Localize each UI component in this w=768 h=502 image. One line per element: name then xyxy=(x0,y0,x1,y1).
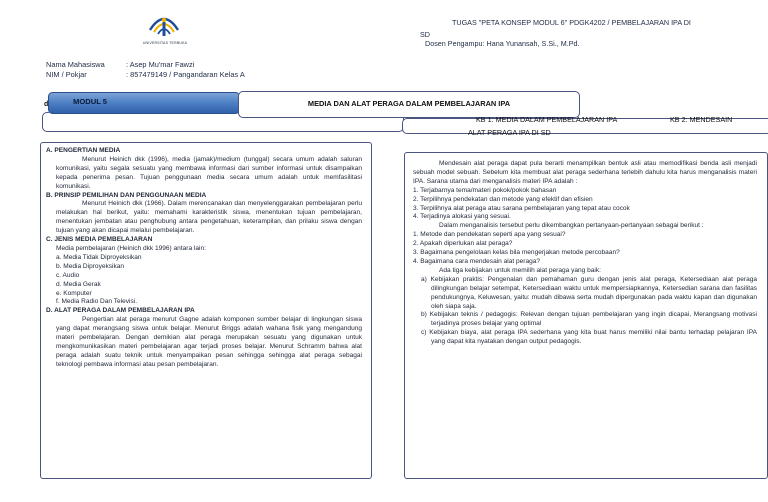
analysis-question: 3. Bagaimana pengelolaan kelas bila mengerjakan metode percobaan? xyxy=(413,249,620,257)
kb2-label: KB 2: MENDESAIN xyxy=(670,115,733,124)
analysis-step: 2. Terpilihnya pendekatan dan metode yang efektif dan efisien xyxy=(413,195,593,203)
media-type-item: c. Audio xyxy=(56,271,80,279)
section-c-intro: Media pembelajaran (Heinich dkk 1996) antara lain: xyxy=(56,244,206,252)
kb2-label-continued: ALAT PERAGA IPA DI SD xyxy=(468,128,551,137)
section-d-text: Pengertian alat peraga menurut Gagne adalah komponen sumber belajar di lingkungan siswa yang dapat merangsang siswa untuk belajar. Menurut Briggs adalah wahana fisik yang mengandung materi pembelajaran. Dengan demikian alat peraga merupakan sesuatu yang digunakan untuk mengkomunikasikan materi pembelajaran agar terjadi proses belajar. Menurut Schramm bahwa alat peraga adalah suatu teknik untuk menyampaikan pesan sehingga sehingga alat peraga sebagai teknologi pembawa informasi atau pesan pembelajaran. xyxy=(56,316,362,368)
analysis-step: 4. Terjadinya alokasi yang sesuai. xyxy=(413,213,511,221)
task-title-line1: TUGAS "PETA KONSEP MODUL 6" PDGK4202 / PEMBELAJARAN IPA DI xyxy=(452,18,691,27)
ut-emblem-icon xyxy=(146,8,182,44)
policy-item: b) Kebijakan teknis / pedagogis: Relevan dengan tujuan pembelajaran yang ingin dicapai, Merangsang motivasi terjadinya proses belajar yang optimal xyxy=(421,311,757,328)
main-topic-box xyxy=(238,91,580,118)
section-a-text: Menurut Heinich dkk (1996), media (jamak)/medium (tunggal) secara umum adalah saluran komunikasi, yaitu segala sesuatu yang membawa informasi dari sumber informasi untuk disampaikan kepada penerima pesan. Tujuan penggunaan media secara umum adalah untuk memfasilitasi komunikasi. xyxy=(56,155,362,190)
question-intro: Dalam menganalisis tersebut perlu dikembangkan pertanyaan-pertanyaan sebagai berikut : xyxy=(439,222,704,230)
analysis-question: 2. Apakah diperlukan alat peraga? xyxy=(413,240,513,248)
media-type-item: b. Media Diproyeksikan xyxy=(56,262,125,270)
section-b-text: Menurut Heinich dkk (1966). Dalam merencanakan dan menyelenggarakan pembelajaran perlu melakukan hal berikut, yaitu: memahami karakteristik siswa, menentukan tujuan pembelajaran, menentukan jembatan atau penghubung antara pengetahuan, keterampilan, dan prilaku siswa dengan tujuan yang akan dicapai melalui pembelajaran. xyxy=(56,200,362,235)
analysis-step: 3. Terpilihnya alat peraga atau sarana pembelajaran yang tepat atau cocok xyxy=(413,204,630,212)
media-type-item: f. Media Radio Dan Televisi. xyxy=(56,298,138,306)
kb2-content xyxy=(413,160,757,347)
analysis-question: 1. Metode dan pendekatan seperti apa yang sesuai? xyxy=(413,231,566,239)
lecturer-line: Dosen Pengampu: Hana Yunansah, S.Si., M.Pd. xyxy=(425,39,580,48)
nim-value: : 857479149 / Pangandaran Kelas A xyxy=(126,70,245,79)
policy-item: c) Kebijakan biaya, alat peraga IPA sederhana yang kita buat harus memiliki nilai bantu terhadap pelajaran IPA yang dapat kita nyatakan dengan output pedagogis. xyxy=(421,329,757,346)
section-a-title: A. PENGERTIAN MEDIA xyxy=(46,147,121,154)
university-logo xyxy=(146,8,182,44)
kb1-label: KB 1: MEDIA DALAM PEMBELAJARAN IPA xyxy=(476,115,618,124)
kb1-content xyxy=(46,147,362,370)
main-topic-title: MEDIA DAN ALAT PERAGA DALAM PEMBELAJARAN IPA xyxy=(307,99,511,108)
analysis-step: 1. Terjabarnya tema/materi pokok/pokok bahasan xyxy=(413,186,557,194)
media-type-item: e. Komputer xyxy=(56,289,92,297)
policy-item: a) Kebijakan praktis: Pengenalan dan pemahaman guru dengan jenis alat peraga, Ketersediaan alat peraga dilingkungan belajar setempat, Ketersediaan waktu untuk mempersiapkannya, Ketersedian sarana dan fasilitas pendukungnya, Keluwesan, yaitu: mudah dibawa serta mudah dipergunakan pada waktu kapan dan digunakan oleh siapa saja. xyxy=(421,275,757,310)
name-label: Nama Mahasiswa xyxy=(46,60,105,69)
module-label: MODUL 5 xyxy=(73,97,108,106)
task-title-line2: SD xyxy=(420,30,430,39)
policy-intro: Ada tiga kebijakan untuk memilih alat peraga yang baik: xyxy=(439,266,601,274)
analysis-question: 4. Bagaimana cara mendesain alat peraga? xyxy=(413,257,541,265)
module-box xyxy=(48,92,240,114)
section-b-title: B. PRINSIP PEMILIHAN DAN PENGGUNAAN MEDIA xyxy=(46,191,207,199)
section-d-title: D. ALAT PERAGA DALAM PEMBELAJARAN IPA xyxy=(46,307,195,315)
section-c-title: C. JENIS MEDIA PEMBELAJARAN xyxy=(46,236,153,244)
nim-label: NIM / Pokjar xyxy=(46,70,87,79)
module-letter: d xyxy=(44,101,49,108)
design-intro: Mendesain alat peraga dapat pula berarti menampilkan bentuk asli atau memodifikasi benda asli menjadi sebuah model sebuah. Sebelum kita membuat alat peraga sederhana terlebih dahulu kita harus menganalisis materi IPA. Sarana utama dari menganalisis materi IPA adalah : xyxy=(413,160,757,185)
media-type-item: d. Media Gerak xyxy=(56,280,101,288)
logo-caption: UNIVERSITAS TERBUKA xyxy=(142,41,188,45)
media-type-item: a. Media Tidak Diproyeksikan xyxy=(56,253,142,261)
name-value: : Asep Mu'mar Fawzi xyxy=(126,60,195,69)
